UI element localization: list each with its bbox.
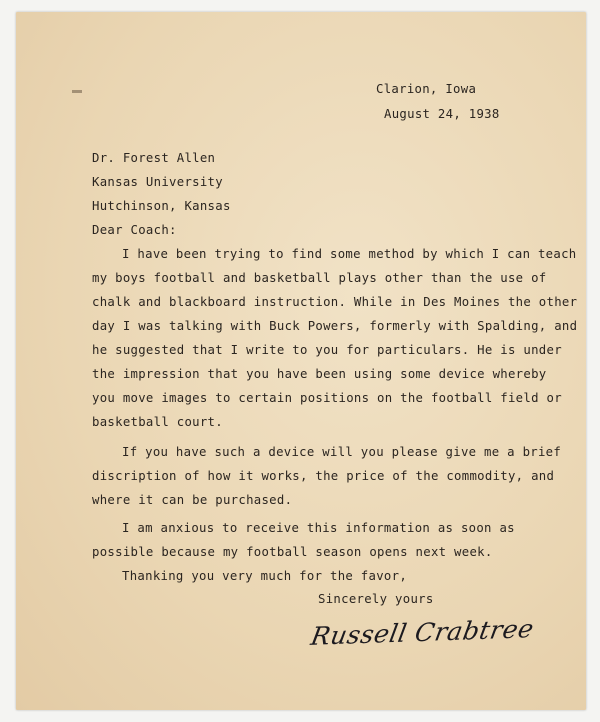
body-line: day I was talking with Buck Powers, formerly with Spalding, and xyxy=(92,319,578,333)
body-line: chalk and blackboard instruction. While in Des Moines the other xyxy=(92,295,578,309)
handwritten-signature: Russell Crabtree xyxy=(308,614,537,651)
body-line: If you have such a device will you please give me a brief xyxy=(122,445,562,459)
body-line: discription of how it works, the price of the commodity, and xyxy=(92,469,555,483)
body-line: where it can be purchased. xyxy=(92,493,293,507)
closing: Sincerely yours xyxy=(318,592,434,606)
stray-ink-mark xyxy=(72,90,82,93)
body-line: basketball court. xyxy=(92,415,223,429)
salutation: Dear Coach: xyxy=(92,223,177,237)
letter-date: August 24, 1938 xyxy=(384,107,500,121)
letter-location: Clarion, Iowa xyxy=(376,82,477,96)
recipient-name: Dr. Forest Allen xyxy=(92,151,216,165)
letter-sheet xyxy=(16,12,586,710)
body-line: Thanking you very much for the favor, xyxy=(122,569,408,583)
body-line: my boys football and basketball plays other than the use of xyxy=(92,271,547,285)
recipient-city: Hutchinson, Kansas xyxy=(92,199,231,213)
body-line: I have been trying to find some method by which I can teach xyxy=(122,247,577,261)
body-line: I am anxious to receive this information as soon as xyxy=(122,521,515,535)
recipient-institution: Kansas University xyxy=(92,175,223,189)
body-line: he suggested that I write to you for particulars. He is under xyxy=(92,343,562,357)
body-line: possible because my football season opens next week. xyxy=(92,545,493,559)
body-line: you move images to certain positions on the football field or xyxy=(92,391,562,405)
body-line: the impression that you have been using some device whereby xyxy=(92,367,547,381)
